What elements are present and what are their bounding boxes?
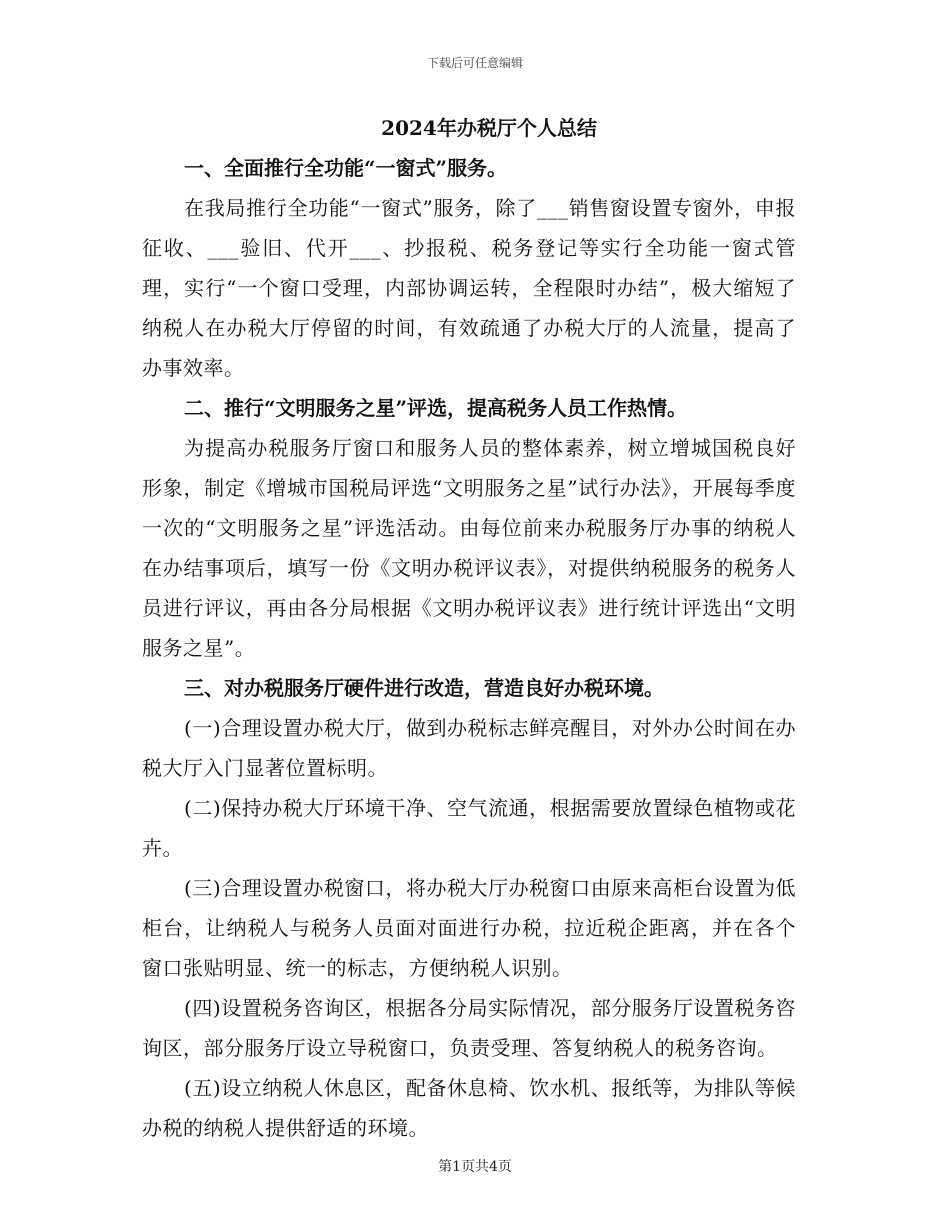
paragraph-item-3: (三)合理设置办税窗口，将办税大厅办税窗口由原来高柜台设置为低柜台，让纳税人与税务人员面对面进行办税，拉近税企距离，并在各个窗口张贴明显、统一的标志，方便纳税人识别。 bbox=[142, 876, 796, 980]
section-heading-3: 三、对办税服务厅硬件进行改造，营造良好办税环境。 bbox=[184, 676, 664, 700]
page-number-footer: 第1页共4页 bbox=[438, 1159, 512, 1175]
paragraph-item-5: (五)设立纳税人休息区，配备休息椅、饮水机、报纸等，为排队等候办税的纳税人提供舒适的环境。 bbox=[142, 1076, 796, 1140]
paragraph-1: 在我局推行全功能“一窗式”服务，除了___销售窗设置专窗外，申报征收、___验旧、代开___、抄报税、税务登记等实行全功能一窗式管理，实行“一个窗口受理，内部协调运转，全程限时办结”，极大缩短了纳税人在办税大厅停留的时间，有效疏通了办税大厅的人流量，提高了办事效率。 bbox=[142, 196, 796, 380]
paragraph-item-1: (一)合理设置办税大厅，做到办税标志鲜亮醒目，对外办公时间在办税大厅入门显著位置标明。 bbox=[142, 716, 796, 780]
section-heading-1: 一、全面推行全功能“一窗式”服务。 bbox=[184, 156, 508, 180]
section-heading-2: 二、推行“文明服务之星”评选，提高税务人员工作热情。 bbox=[184, 396, 688, 420]
paragraph-item-2: (二)保持办税大厅环境干净、空气流通，根据需要放置绿色植物或花卉。 bbox=[142, 796, 796, 860]
paragraph-item-4: (四)设置税务咨询区，根据各分局实际情况，部分服务厅设置税务咨询区，部分服务厅设立导税窗口，负责受理、答复纳税人的税务咨询。 bbox=[142, 996, 796, 1060]
paragraph-2: 为提高办税服务厅窗口和服务人员的整体素养，树立增城国税良好形象，制定《增城市国税局评选“文明服务之星”试行办法》，开展每季度一次的“文明服务之星”评选活动。由每位前来办税服务厅办事的纳税人在办结事项后，填写一份《文明办税评议表》，对提供纳税服务的税务人员进行评议，再由各分局根据《文明办税评议表》进行统计评选出“文明服务之星”。 bbox=[142, 436, 796, 660]
header-note: 下载后可任意编辑 bbox=[426, 56, 523, 70]
document-title: 2024年办税厅个人总结 bbox=[381, 116, 597, 140]
document-body bbox=[142, 108, 796, 1148]
